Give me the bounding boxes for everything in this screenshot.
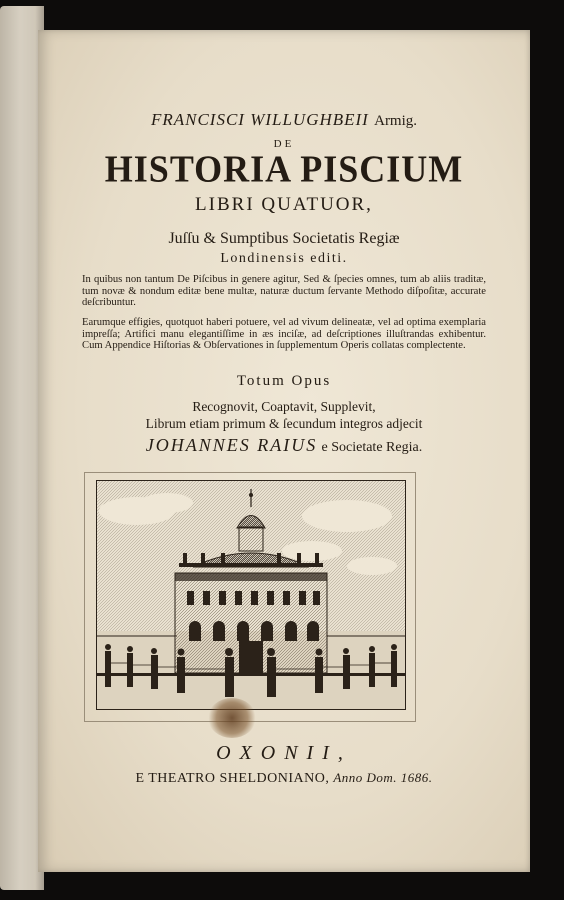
author-line bbox=[38, 110, 530, 130]
sponsor-place: Londinensis editi. bbox=[220, 251, 348, 266]
book-subtitle: LIBRI QUATUOR, bbox=[195, 194, 373, 215]
imprint-line bbox=[38, 770, 530, 787]
printer-name: E THEATRO SHELDONIANO, bbox=[135, 771, 330, 786]
editor-affiliation: e Societate Regia. bbox=[321, 440, 423, 455]
editor-line bbox=[38, 435, 530, 456]
author-name: FRANCISCI WILLUGHBEII bbox=[150, 110, 369, 129]
title-page bbox=[38, 30, 530, 872]
engraving-illustration bbox=[97, 481, 405, 709]
totum-opus: Totum Opus bbox=[236, 373, 332, 389]
librum-line: Librum etiam primum & ſecundum integros adjecit bbox=[145, 416, 423, 431]
publication-date: Anno Dom. 1686. bbox=[333, 770, 433, 785]
place-of-publication: OXONII, bbox=[216, 742, 352, 764]
author-suffix: Armig. bbox=[374, 113, 418, 129]
sheldonian-theatre-engraving bbox=[96, 480, 406, 710]
book-title: HISTORIA PISCIUM bbox=[104, 148, 464, 190]
paper-stain bbox=[208, 698, 256, 738]
description-paragraph-1: In quibus non tantum De Piſcibus in genere agitur, Sed & ſpecies omnes, tum ab aliis traditæ, tum novæ & nondum editæ bene multæ, naturæ ductum ſervante Methodo diſpoſitæ, accurate deſcribuntur. bbox=[82, 274, 486, 308]
sponsor-line: Juſſu & Sumptibus Societatis Regiæ bbox=[168, 230, 400, 247]
de-label: DE bbox=[273, 138, 295, 150]
recognovit-line: Recognovit, Coaptavit, Supplevit, bbox=[192, 399, 376, 414]
description-paragraph-2: Earumque effigies, quotquot haberi potuere, vel ad vivum delineatæ, vel ad optima exemplaria impreſſa; Artifici manu elegantiſſime in æs inciſæ, ad deſcriptiones illuſtrandas exhibentur. Cum Appendice Hiſtorias & Obſervationes in ſupplementum Operis collatas complectente. bbox=[82, 317, 486, 351]
editor-name: JOHANNES RAIUS bbox=[145, 435, 318, 455]
